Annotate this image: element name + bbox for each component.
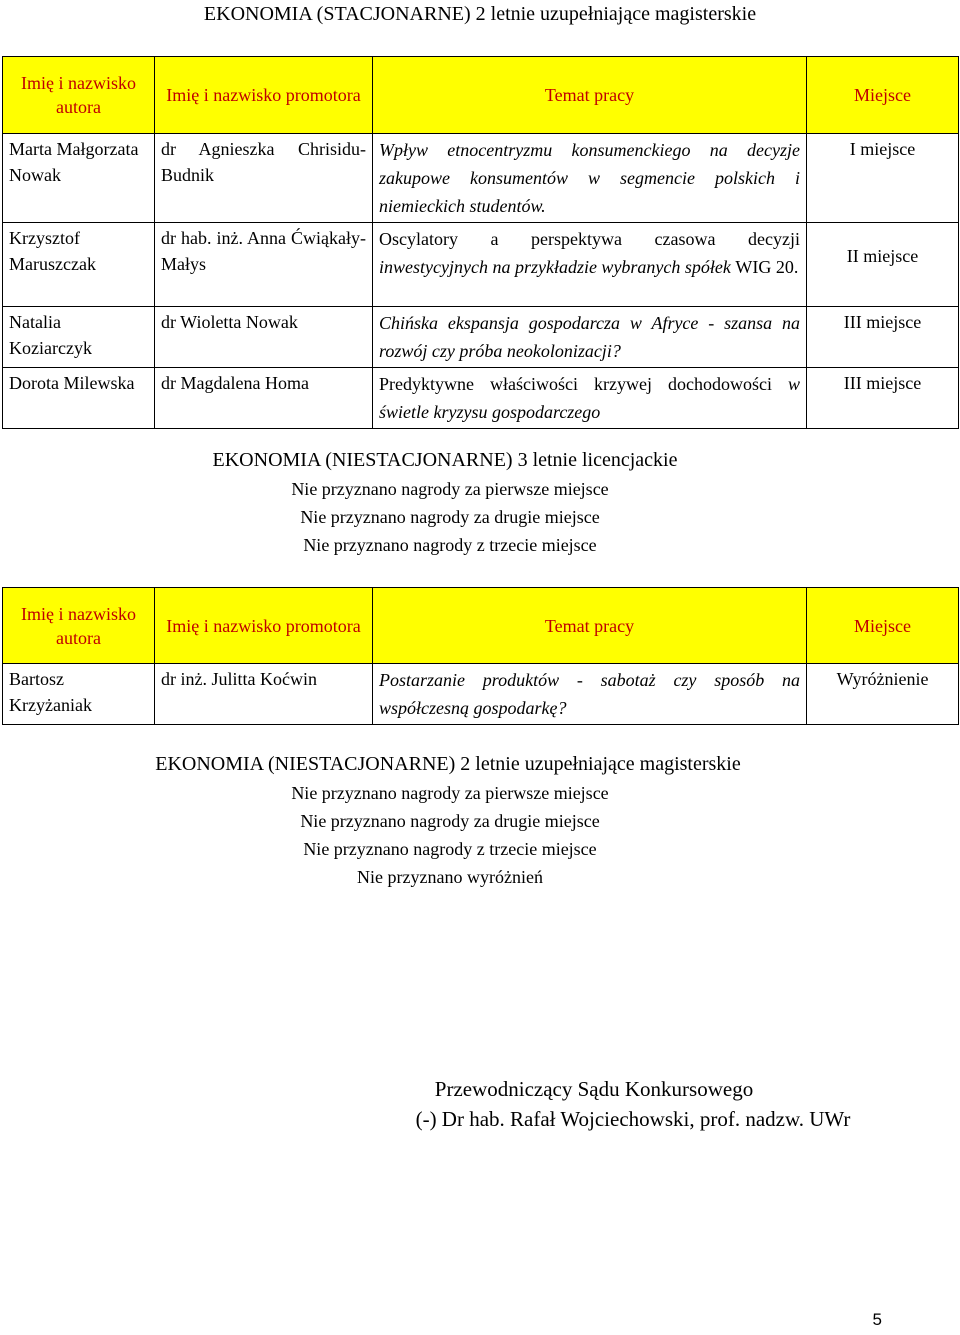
award-place: Wyróżnienie <box>807 664 959 725</box>
author-name: Dorota Milewska <box>3 368 155 429</box>
header-author: Imię i nazwisko autora <box>3 57 155 134</box>
thesis-topic: Wpływ etnocentryzmu konsumenckiego na decyzje zakupowe konsumentów w segmencie polskich i niemieckich studentów. <box>373 134 807 223</box>
signature-title: Przewodniczący Sądu Konkursowego <box>434 1077 754 1101</box>
award-place: III miejsce <box>807 368 959 429</box>
award-place: II miejsce <box>807 223 959 307</box>
promoter-name: dr inż. Julitta Koćwin <box>155 664 373 725</box>
section3-line-4: Nie przyznano wyróżnień <box>357 867 543 887</box>
promoter-name: dr Magdalena Homa <box>155 368 373 429</box>
section1-heading: EKONOMIA (STACJONARNE) 2 letnie uzupełniające magisterskie <box>203 3 757 25</box>
thesis-topic-upright: Predyktywne właściwości krzywej dochodowości <box>379 374 772 394</box>
thesis-topic: Chińska ekspansja gospodarcza w Afryce - szansa na rozwój czy próba neokolonizacji? <box>373 307 807 368</box>
header-promoter: Imię i nazwisko promotora <box>155 588 373 664</box>
signature-name: (-) Dr hab. Rafał Wojciechowski, prof. nadzw. UWr <box>415 1107 851 1131</box>
results-table-licencjackie <box>2 587 959 725</box>
table-row <box>3 307 959 368</box>
table-row <box>3 368 959 429</box>
header-author: Imię i nazwisko autora <box>3 588 155 664</box>
table-row <box>3 223 959 307</box>
author-name: Marta Małgorzata Nowak <box>3 134 155 223</box>
thesis-topic-italic: w świetle kryzysu gospodarczego <box>379 374 800 422</box>
author-name: Krzysztof Maruszczak <box>3 223 155 307</box>
header-place: Miejsce <box>807 588 959 664</box>
page-number: 5 <box>872 1310 882 1329</box>
promoter-name: dr Agnieszka Chrisidu-Budnik <box>155 134 373 223</box>
thesis-topic <box>373 223 807 307</box>
thesis-topic <box>373 368 807 429</box>
section2-line-2: Nie przyznano nagrody za drugie miejsce <box>300 507 600 527</box>
section3-heading: EKONOMIA (NIESTACJONARNE) 2 letnie uzupełniające magisterskie <box>155 753 741 775</box>
author-name: Bartosz Krzyżaniak <box>3 664 155 725</box>
section2-line-3: Nie przyznano nagrody z trzecie miejsce <box>303 535 597 555</box>
promoter-name: dr Wioletta Nowak <box>155 307 373 368</box>
author-name: Natalia Koziarczyk <box>3 307 155 368</box>
award-place: I miejsce <box>807 134 959 223</box>
section2-heading: EKONOMIA (NIESTACJONARNE) 3 letnie licencjackie <box>212 449 678 471</box>
header-promoter: Imię i nazwisko promotora <box>155 57 373 134</box>
thesis-topic-italic: inwestycyjnych na przykładzie wybranych spółek <box>379 257 731 277</box>
thesis-topic-end: WIG 20. <box>735 257 799 277</box>
section2-line-1: Nie przyznano nagrody za pierwsze miejsce <box>291 479 609 499</box>
header-topic: Temat pracy <box>373 588 807 664</box>
thesis-topic-upright: Oscylatory a perspektywa czasowa decyzji <box>379 229 800 249</box>
results-table-stacjonarne <box>2 56 959 429</box>
header-place: Miejsce <box>807 57 959 134</box>
section3-line-2: Nie przyznano nagrody za drugie miejsce <box>300 811 600 831</box>
header-topic: Temat pracy <box>373 57 807 134</box>
section3-line-3: Nie przyznano nagrody z trzecie miejsce <box>303 839 597 859</box>
promoter-name: dr hab. inż. Anna Ćwiąkały-Małys <box>155 223 373 307</box>
award-place: III miejsce <box>807 307 959 368</box>
table-row <box>3 664 959 725</box>
section3-line-1: Nie przyznano nagrody za pierwsze miejsce <box>291 783 609 803</box>
thesis-topic: Postarzanie produktów - sabotaż czy sposób na współczesną gospodarkę? <box>373 664 807 725</box>
table-row <box>3 134 959 223</box>
